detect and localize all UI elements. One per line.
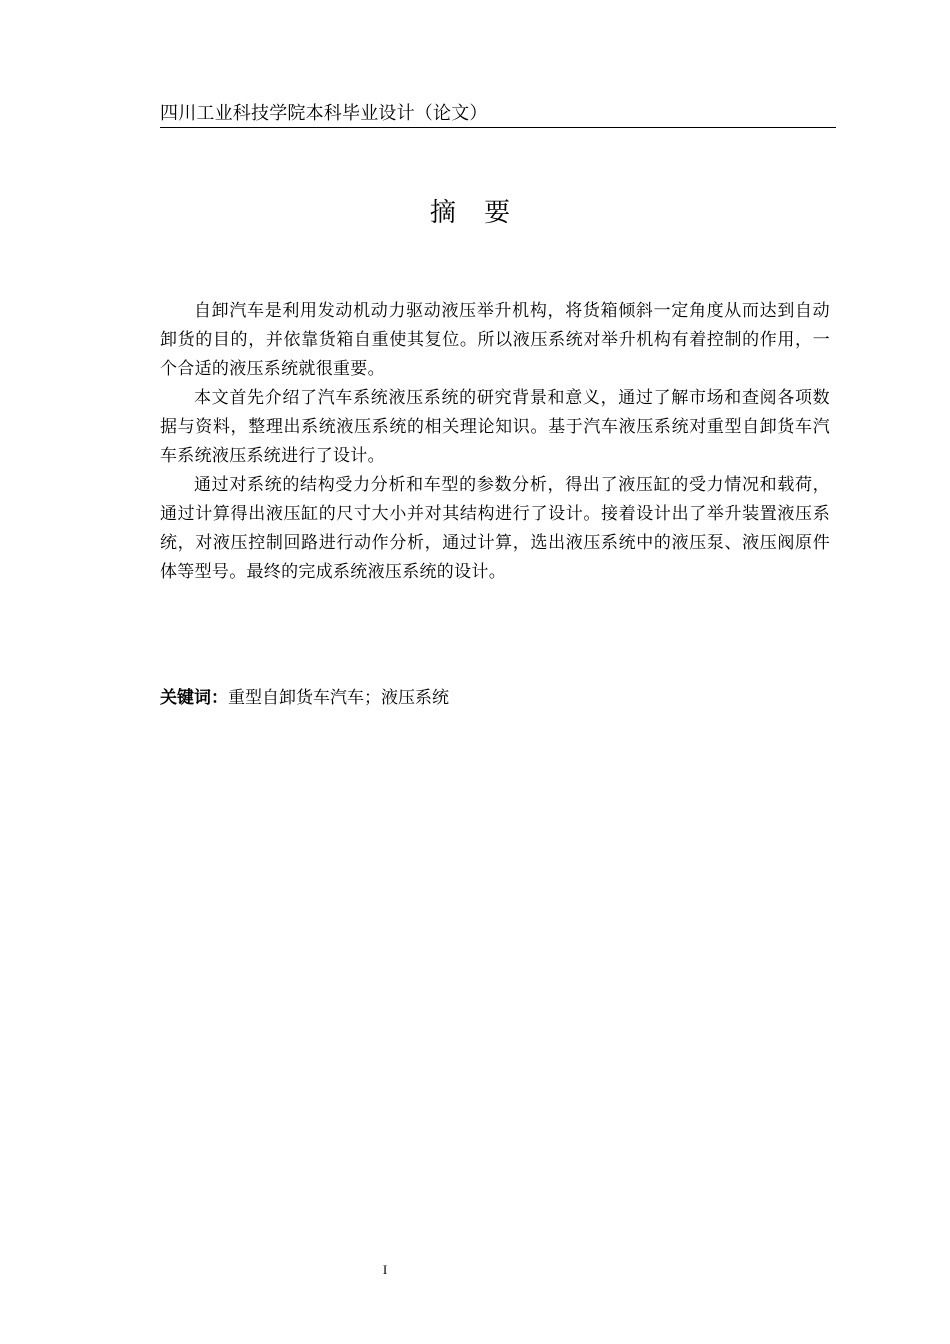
keywords-line xyxy=(160,686,836,710)
abstract-paragraph-3: 通过对系统的结构受力分析和车型的参数分析，得出了液压缸的受力情况和载荷，通过计算得出液压缸的尺寸大小并对其结构进行了设计。接着设计出了举升装置液压系统，对液压控制回路进行动作分析，通过计算，选出液压系统中的液压泵、液压阀原件体等型号。最终的完成系统液压系统的设计。 xyxy=(160,475,830,582)
page-header xyxy=(160,104,836,128)
abstract-body xyxy=(160,297,830,587)
abstract-paragraph-2: 本文首先介绍了汽车系统液压系统的研究背景和意义，通过了解市场和查阅各项数据与资料，整理出系统液压系统的相关理论知识。基于汽车液压系统对重型自卸货车汽车系统液压系统进行了设计。 xyxy=(160,388,830,466)
keywords-label: 关键词： xyxy=(160,688,228,708)
keywords-value: 重型自卸货车汽车；液压系统 xyxy=(228,688,449,708)
abstract-paragraph-1: 自卸汽车是利用发动机动力驱动液压举升机构，将货箱倾斜一定角度从而达到自动卸货的目的，并依靠货箱自重使其复位。所以液压系统对举升机构有着控制的作用，一个合适的液压系统就很重要。 xyxy=(160,301,830,379)
page-number: I xyxy=(382,1262,388,1277)
header-title: 四川工业科技学院本科毕业设计（论文） xyxy=(160,103,488,124)
abstract-heading: 摘 要 xyxy=(429,198,521,228)
